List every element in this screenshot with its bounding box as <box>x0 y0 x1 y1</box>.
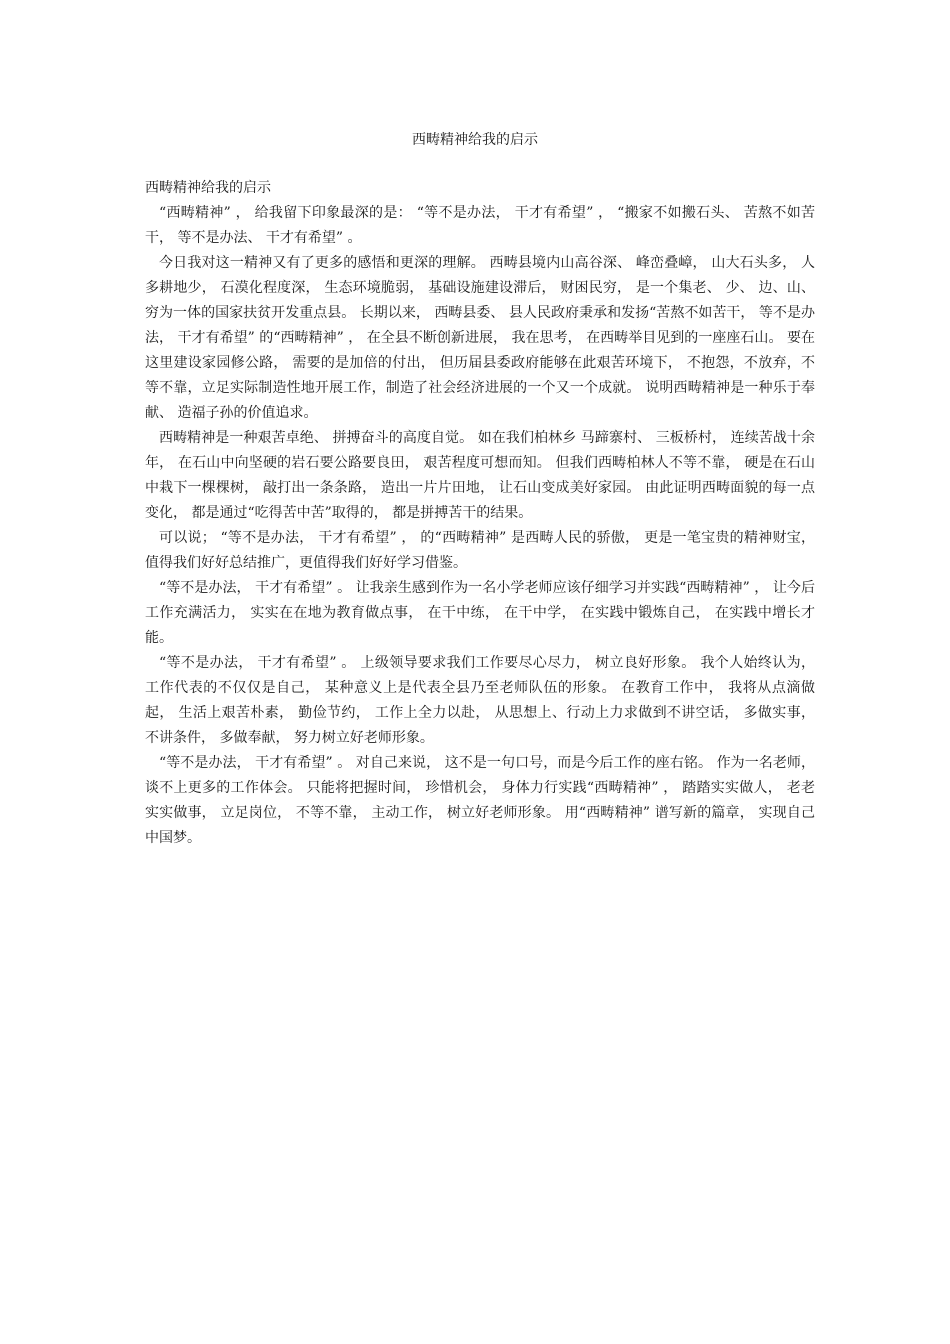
paragraph-5: “等不是办法， 干才有希望” 。 让我亲生感到作为一名小学老师应该仔细学习并实践“西畴精神” ， 让今后工作充满活力， 实实在在地为教育做点事， 在干中练， 在干中学， 在实践中锻炼自己， 在实践中增长才能。 <box>145 580 815 646</box>
paragraph-7: “等不是办法， 干才有希望” 。 对自己来说， 这不是一句口号，而是今后工作的座右铭。 作为一名老师， 谈不上更多的工作体会。 只能将把握时间， 珍惜机会， 身体力行实践“西畴精神” ， 踏踏实实做人， 老老实实做事， 立足岗位， 不等不靠， 主动工作， 树立好老师形象。 用“西畴精神” 谱写新的篇章， 实现自己中国梦。 <box>145 755 815 846</box>
document-body <box>145 176 815 851</box>
document-subtitle: 西畴精神给我的启示 <box>145 180 271 196</box>
paragraph-1: “西畴精神” ， 给我留下印象最深的是： “等不是办法， 干才有希望” ， “搬家不如搬石头、 苦熬不如苦干， 等不是办法、 干才有希望” 。 <box>145 205 815 246</box>
paragraph-6: “等不是办法， 干才有希望” 。 上级领导要求我们工作要尽心尽力， 树立良好形象。 我个人始终认为， 工作代表的不仅仅是自己， 某种意义上是代表全县乃至老师队伍的形象。 在教育工作中， 我将从点滴做起， 生活上艰苦朴素， 勤俭节约， 工作上全力以赴， 从思想上、行动上力求做到不讲空话， 多做实事， 不讲条件， 多做奉献， 努力树立好老师形象。 <box>145 655 815 746</box>
paragraph-2: 今日我对这一精神又有了更多的感悟和更深的理解。 西畴县境内山高谷深、 峰峦叠嶂， 山大石头多， 人多耕地少， 石漠化程度深， 生态环境脆弱， 基础设施建设滞后， 财困民穷， 是一个集老、 少、 边、山、 穷为一体的国家扶贫开发重点县。 长期以来， 西畴县委、 县人民政府秉承和发扬“苦熬不如苦干， 等不是办法， 干才有希望” 的“西畴精神” ， 在全县不断创新进展， 我在思考， 在西畴举目见到的一座座石山。 要在这里建设家园修公路， 需要的是加倍的付出， 但历届县委政府能够在此艰苦环境下， 不抱怨，不放弃，不等不靠，立足实际制造性地开展工作，制造了社会经济进展的一个又一个成就。 说明西畴精神是一种乐于奉献、 造福子孙的价值追求。 <box>145 255 815 421</box>
paragraph-4: 可以说； “等不是办法， 干才有希望” ， 的“西畴精神” 是西畴人民的骄傲， 更是一笔宝贵的精神财宝， 值得我们好好总结推广，更值得我们好好学习借鉴。 <box>145 530 815 571</box>
paragraph-3: 西畴精神是一种艰苦卓绝、 拼搏奋斗的高度自觉。 如在我们柏林乡 马蹄寨村、 三板桥村， 连续苦战十余年， 在石山中向坚硬的岩石要公路要良田， 艰苦程度可想而知。 但我们西畴柏林人不等不靠， 硬是在石山中栽下一棵棵树， 敲打出一条条路， 造出一片片田地， 让石山变成美好家园。 由此证明西畴面貌的每一点变化， 都是通过“吃得苦中苦”取得的， 都是拼搏苦干的结果。 <box>145 430 815 521</box>
document-title: 西畴精神给我的启示 <box>412 132 538 148</box>
